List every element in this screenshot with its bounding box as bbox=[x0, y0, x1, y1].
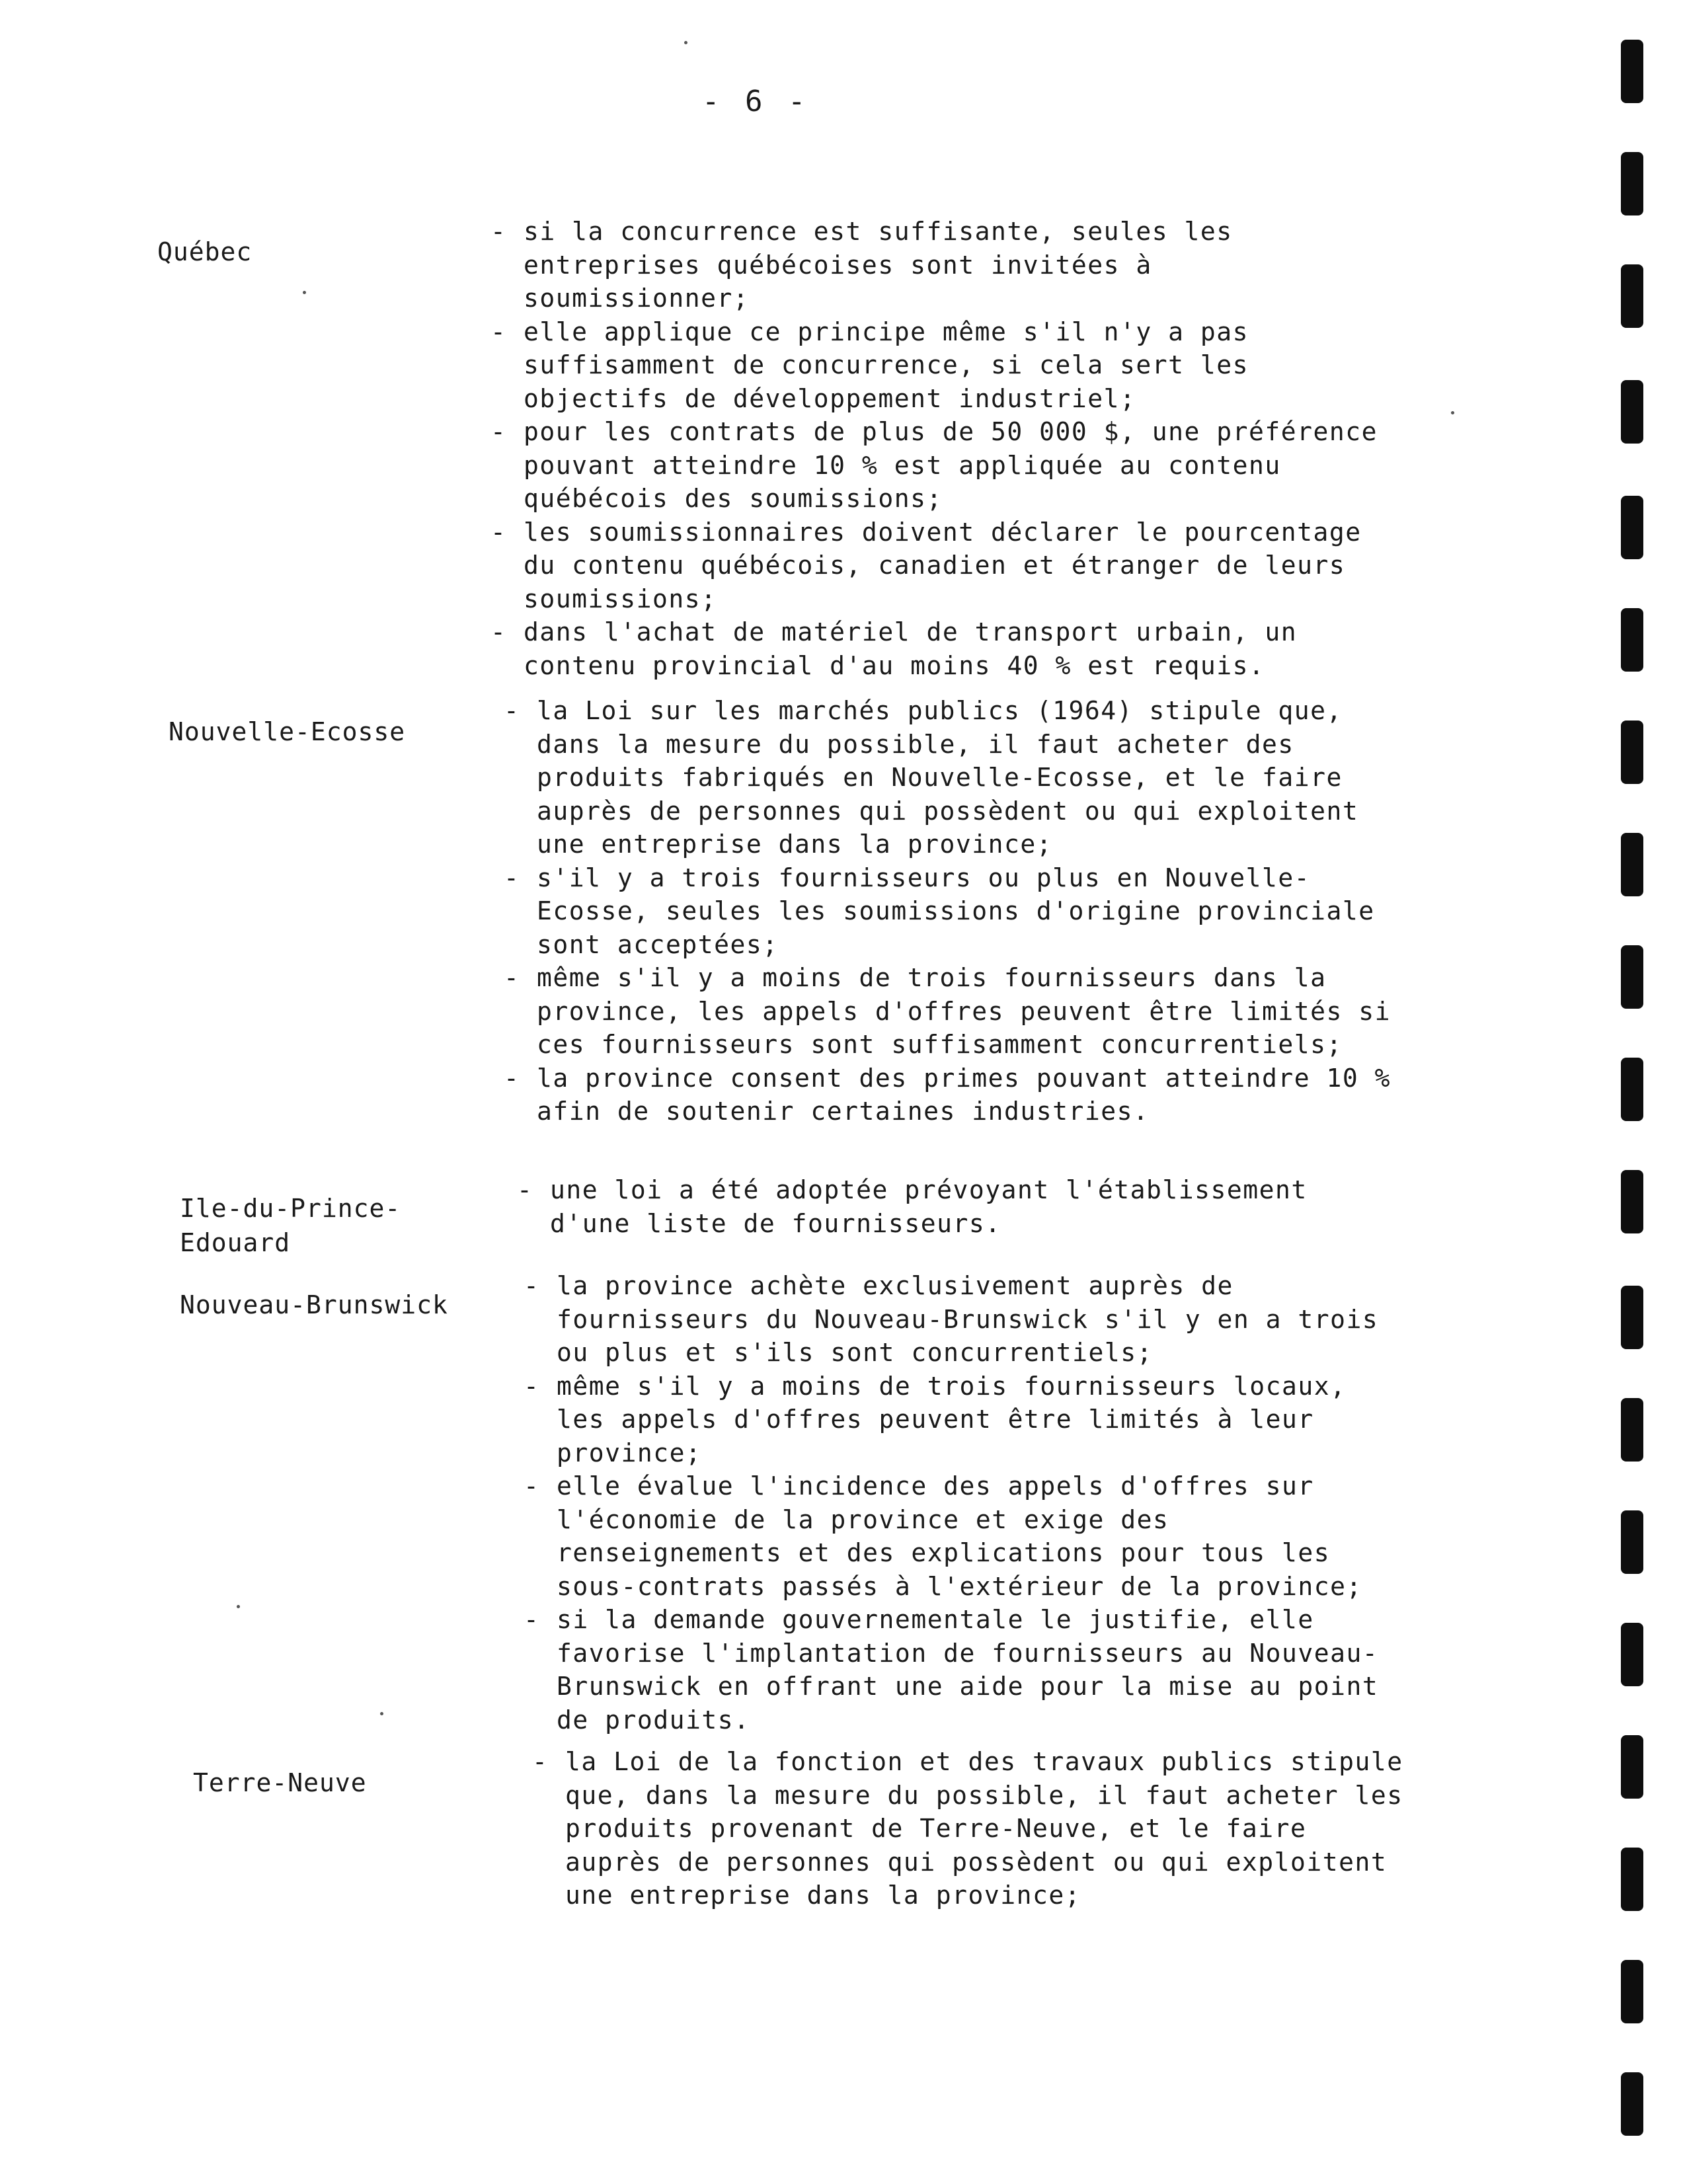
scan-speck bbox=[303, 291, 306, 294]
list-item: - la Loi de la fonction et des travaux publics stipule que, dans la mesure du possible, il faut acheter les produits provenant de Terre-Neuve, et le faire auprès de personnes qui possèdent ou qui exploitent une entreprise dans la province; bbox=[532, 1745, 1411, 1912]
punch-mark bbox=[1621, 1286, 1643, 1349]
punch-mark bbox=[1621, 721, 1643, 784]
scan-speck bbox=[237, 1605, 240, 1608]
punch-mark bbox=[1621, 1735, 1643, 1799]
scan-speck bbox=[1451, 411, 1454, 414]
scan-speck bbox=[380, 1712, 383, 1715]
punch-mark bbox=[1621, 40, 1643, 103]
punch-mark bbox=[1621, 152, 1643, 215]
list-item: - pour les contrats de plus de 50 000 $, une préférence pouvant atteindre 10 % est appliquée au contenu québécois des soumissions; bbox=[490, 415, 1383, 516]
list-item: - s'il y a trois fournisseurs ou plus en Nouvelle-Ecosse, seules les soumissions d'origine provinciale sont acceptées; bbox=[504, 861, 1396, 962]
list-item: - si la concurrence est suffisante, seules les entreprises québécoises sont invitées à soumissionner; bbox=[490, 215, 1383, 315]
page-number: - 6 - bbox=[702, 85, 810, 118]
punch-mark bbox=[1621, 1510, 1643, 1574]
list-item: - si la demande gouvernementale le justifie, elle favorise l'implantation de fournisseurs au Nouveau-Brunswick en offrant une aide pour la mise au point de produits. bbox=[524, 1603, 1403, 1736]
provision-list bbox=[490, 215, 1383, 682]
punch-mark bbox=[1621, 608, 1643, 672]
provision-list bbox=[524, 1269, 1403, 1736]
punch-mark bbox=[1621, 1170, 1643, 1233]
list-item: - la province achète exclusivement auprès de fournisseurs du Nouveau-Brunswick s'il y en a trois ou plus et s'ils sont concurrentiels; bbox=[524, 1269, 1403, 1370]
punch-mark bbox=[1621, 1058, 1643, 1121]
list-item: - elle évalue l'incidence des appels d'offres sur l'économie de la province et exige des renseignements et des explications pour tous les sous-contrats passés à l'extérieur de la province; bbox=[524, 1469, 1403, 1603]
punch-mark bbox=[1621, 1848, 1643, 1911]
punch-mark bbox=[1621, 264, 1643, 328]
punch-mark bbox=[1621, 1960, 1643, 2023]
punch-mark bbox=[1621, 1398, 1643, 1462]
punch-mark bbox=[1621, 380, 1643, 444]
list-item: - la province consent des primes pouvant atteindre 10 % afin de soutenir certaines industries. bbox=[504, 1062, 1396, 1128]
list-item: - dans l'achat de matériel de transport urbain, un contenu provincial d'au moins 40 % est requis. bbox=[490, 615, 1383, 682]
punch-mark bbox=[1621, 1623, 1643, 1686]
punch-mark bbox=[1621, 833, 1643, 896]
section-label: Nouvelle-Ecosse bbox=[169, 717, 406, 746]
section-label: Québec bbox=[157, 237, 253, 266]
list-item: - elle applique ce principe même s'il n'y a pas suffisamment de concurrence, si cela sert les objectifs de développement industriel; bbox=[490, 315, 1383, 416]
provision-list bbox=[517, 1173, 1396, 1240]
list-item: - les soumissionnaires doivent déclarer le pourcentage du contenu québécois, canadien et étranger de leurs soumissions; bbox=[490, 516, 1383, 616]
section-label: Terre-Neuve bbox=[193, 1768, 367, 1797]
provision-list bbox=[532, 1745, 1411, 1912]
list-item: - même s'il y a moins de trois fournisseurs locaux, les appels d'offres peuvent être limités à leur province; bbox=[524, 1370, 1403, 1470]
punch-mark bbox=[1621, 2072, 1643, 2136]
section-label: Ile-du-Prince- Edouard bbox=[180, 1194, 401, 1257]
list-item: - la Loi sur les marchés publics (1964) stipule que, dans la mesure du possible, il faut acheter des produits fabriqués en Nouvelle-Ecosse, et le faire auprès de personnes qui possèdent ou qui exploitent une entreprise dans la province; bbox=[504, 694, 1396, 861]
punch-mark bbox=[1621, 496, 1643, 559]
list-item: - une loi a été adoptée prévoyant l'établissement d'une liste de fournisseurs. bbox=[517, 1173, 1396, 1240]
binder-punch-marks bbox=[1621, 40, 1647, 2155]
punch-mark bbox=[1621, 945, 1643, 1009]
list-item: - même s'il y a moins de trois fournisseurs dans la province, les appels d'offres peuvent être limités si ces fournisseurs sont suffisamment concurrentiels; bbox=[504, 961, 1396, 1062]
section-label: Nouveau-Brunswick bbox=[180, 1290, 448, 1319]
scan-speck bbox=[684, 41, 687, 44]
provision-list bbox=[504, 694, 1396, 1128]
